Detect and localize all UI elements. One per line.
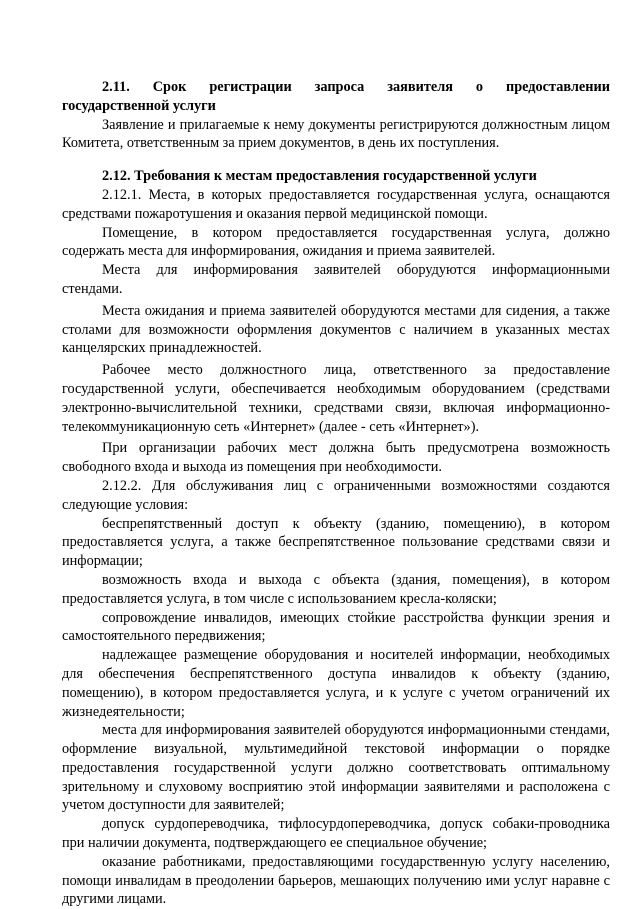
condition-list-item: места для информирования заявителей оборудуются информационными стендами, оформление визуальной, мультимедийной текстовой информации о порядке предоставления государственной услуги должно соответствовать оптимальному зрительному и слуховому восприятию этой информации заявителями и расположена с учетом доступности для заявителей; [62, 722, 610, 814]
section-2-11-heading-line2: государственной услуги [62, 97, 216, 114]
condition-list-item: беспрепятственный доступ к объекту (зданию, помещению), в котором предоставляется услуга, а также беспрепятственное пользование средствами связи и информации; [62, 515, 610, 570]
condition-list-item: надлежащее размещение оборудования и носителей информации, необходимых для обеспечения беспрепятственного доступа инвалидов к объекту (зданию, помещению), в котором предоставляется услуга, и к услуге с учетом ограничений их жизнедеятельности; [62, 647, 610, 720]
document-body [62, 78, 610, 909]
section-2-11-heading-line1: 2.11. Срок регистрации запроса заявителя о предоставлении [102, 79, 610, 95]
section-2-12-paragraph: 2.12.1. Места, в которых предоставляется государственная услуга, оснащаются средствами пожаротушения и оказания первой медицинской помощи. [62, 186, 610, 222]
condition-list-item: оказание работниками, предоставляющими государственную услугу населению, помощи инвалидам в преодолении барьеров, мешающих получению ими услуг наравне с другими лицами. [62, 853, 610, 908]
condition-list-item: возможность входа и выхода с объекта (здания, помещения), в котором предоставляется услуга, в том числе с использованием кресла-коляски; [62, 571, 610, 607]
section-2-11-paragraph: Заявление и прилагаемые к нему документы регистрируются должностным лицом Комитета, ответственным за прием документов, в день их поступления. [62, 116, 610, 152]
section-2-12-paragraph: Места для информирования заявителей оборудуются информационными стендами. [62, 262, 610, 297]
condition-list-item: сопровождение инвалидов, имеющих стойкие расстройства функции зрения и самостоятельного передвижения; [62, 609, 610, 645]
section-2-12-paragraph: 2.12.2. Для обслуживания лиц с ограниченными возможностями создаются следующие условия: [62, 477, 610, 513]
section-2-12-paragraph: Места ожидания и приема заявителей оборудуются местами для сидения, а также столами для возможности оформления документов с наличием в указанных местах канцелярских принадлежностей. [62, 302, 610, 357]
section-2-12-paragraph: При организации рабочих мест должна быть предусмотрена возможность свободного входа и выхода из помещения при необходимости. [62, 440, 610, 476]
section-2-12-heading: 2.12. Требования к местам предоставления государственной услуги [102, 168, 537, 185]
section-2-12-paragraph: Помещение, в котором предоставляется государственная услуга, должно содержать места для информирования, ожидания и приема заявителей. [62, 224, 610, 260]
section-2-12-paragraph: Рабочее место должностного лица, ответственного за предоставление государственной услуги, обеспечивается необходимым оборудованием (средствами электронно-вычислительной техники, средствами связи, включая информационно-телекоммуникационную сеть «Интернет» (далее - сеть «Интернет»). [62, 362, 610, 435]
condition-list-item: допуск сурдопереводчика, тифлосурдопереводчика, допуск собаки-проводника при наличии документа, подтверждающего ее специальное обучение; [62, 816, 610, 852]
